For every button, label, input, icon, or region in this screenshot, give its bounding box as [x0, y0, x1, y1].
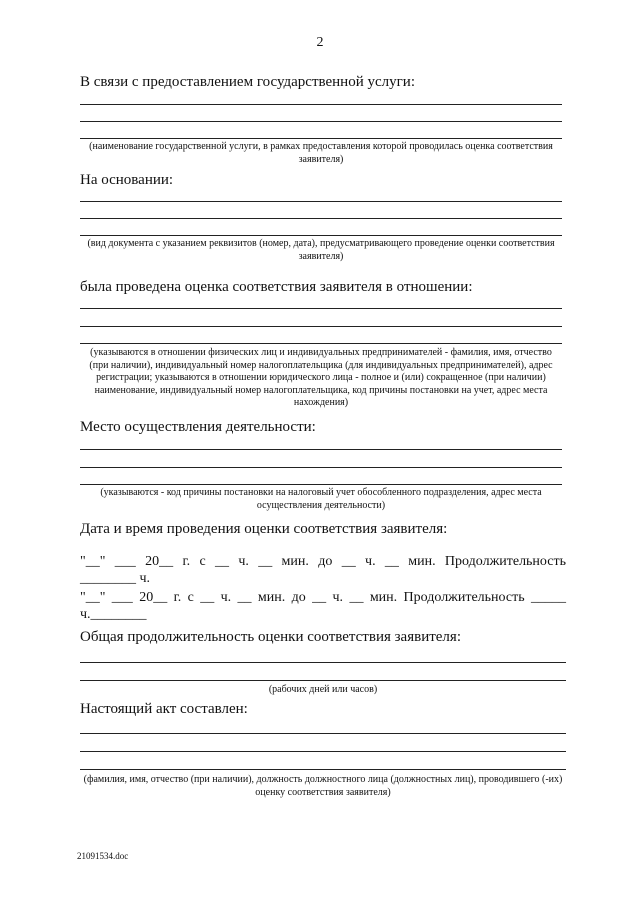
blank-line: [80, 680, 566, 681]
blank-line: [80, 343, 562, 344]
blank-line: [80, 235, 562, 236]
blank-line: [80, 751, 566, 752]
footer-doc-code: 21091534.doc: [77, 851, 129, 861]
blank-line: [80, 326, 562, 327]
datetime-entry-2: [80, 589, 566, 623]
section-service-caption: (наименование государственной услуги, в рамках предоставления которой проводилась оценка соответствия заявителя): [89, 141, 553, 165]
blank-line: [80, 104, 562, 105]
section-compiled-title: Настоящий акт составлен:: [80, 701, 248, 717]
section-duration-title: Общая продолжительность оценки соответствия заявителя:: [80, 629, 461, 645]
blank-line: [80, 662, 566, 663]
section-basis-title: На основании:: [80, 172, 174, 188]
datetime-entry-1-line1: "__" ___ 20__ г. с __ ч. __ мин. до __ ч. __ мин. Продолжительность: [80, 554, 566, 569]
datetime-entry-1: [80, 553, 566, 587]
blank-line: [80, 467, 562, 468]
datetime-entry-2-line2: ч.________: [80, 607, 147, 622]
section-subject-caption: (указываются в отношении физических лиц и индивидуальных предпринимателей - фамилия, имя, отчество (при наличии), индивидуальный номер налогоплательщика (для индивидуальных предпринимателей), адрес регистрации; указываются в отношении юридического лица - полное и (или) сокращенное (при наличии) наименование, индивидуальный номер налогоплательщика, код причины постановки на учет, адрес места нахождения): [89, 347, 553, 408]
blank-line: [80, 218, 562, 219]
section-subject-title: была проведена оценка соответствия заявителя в отношении:: [80, 279, 473, 295]
blank-line: [80, 308, 562, 309]
blank-line: [80, 449, 562, 450]
datetime-entry-1-line2: ________ ч.: [80, 571, 151, 586]
section-datetime-title: Дата и время проведения оценки соответствия заявителя:: [80, 521, 448, 537]
section-location-title: Место осуществления деятельности:: [80, 419, 316, 435]
section-service-title: В связи с предоставлением государственной услуги:: [80, 74, 415, 90]
section-compiled-caption: (фамилия, имя, отчество (при наличии), должность должностного лица (должностных лиц), проводившего (-их) оценку соответствия заявителя): [83, 774, 563, 798]
blank-line: [80, 121, 562, 122]
section-basis-caption: (вид документа с указанием реквизитов (номер, дата), предусматривающего проведение оценки соответствия заявителя): [87, 238, 555, 262]
blank-line: [80, 484, 562, 485]
section-duration-caption: (рабочих дней или часов): [268, 684, 378, 695]
blank-line: [80, 733, 566, 734]
datetime-entry-2-line1: "__" ___ 20__ г. с __ ч. __ мин. до __ ч. __ мин. Продолжительность _____: [80, 590, 566, 605]
page-number: 2: [316, 35, 324, 50]
section-location-caption: (указываются - код причины постановки на налоговый учет обособленного подразделения, адрес места осуществления деятельности): [100, 487, 542, 511]
blank-line: [80, 769, 566, 770]
blank-line: [80, 138, 562, 139]
blank-line: [80, 201, 562, 202]
